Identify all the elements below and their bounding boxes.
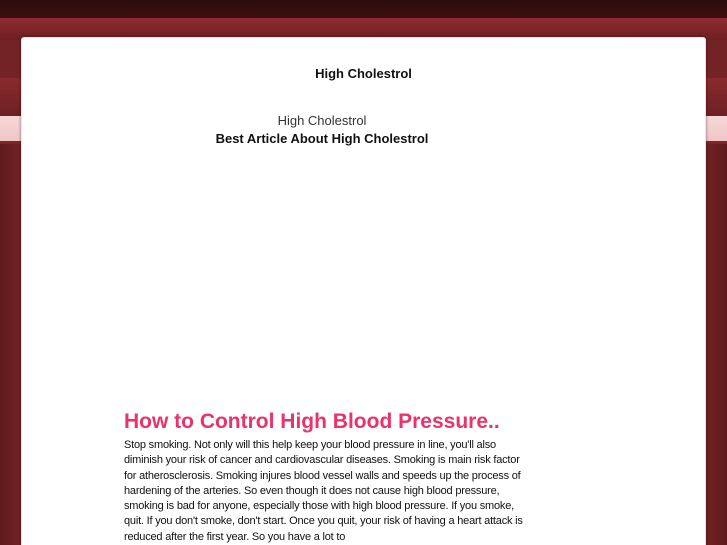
site-title[interactable]: High Cholestrol (315, 66, 412, 81)
content-panel (21, 37, 706, 545)
site-subtitle: High Cholestrol (277, 113, 367, 128)
site-tagline: Best Article About High Cholestrol (215, 131, 429, 146)
article-body: Stop smoking. Not only will this help keep your blood pressure in line, you'll also diminish your risk of cancer and cardiovascular diseases. Smoking is main risk factor for atherosclerosis. Smoking injures blood vessel walls and speeds up the process of hardening of the arteries. So even though it does not cause high blood pressure, smoking is bad for anyone, especially those with high blood pressure. If you smoke, quit. If you don't smoke, don't start. Once you quit, your risk of having a heart attack is reduced after the first year. So you have a lot to (124, 439, 523, 543)
article-heading[interactable]: How to Control High Blood Pressure.. (124, 410, 500, 433)
top-bar (0, 0, 727, 18)
